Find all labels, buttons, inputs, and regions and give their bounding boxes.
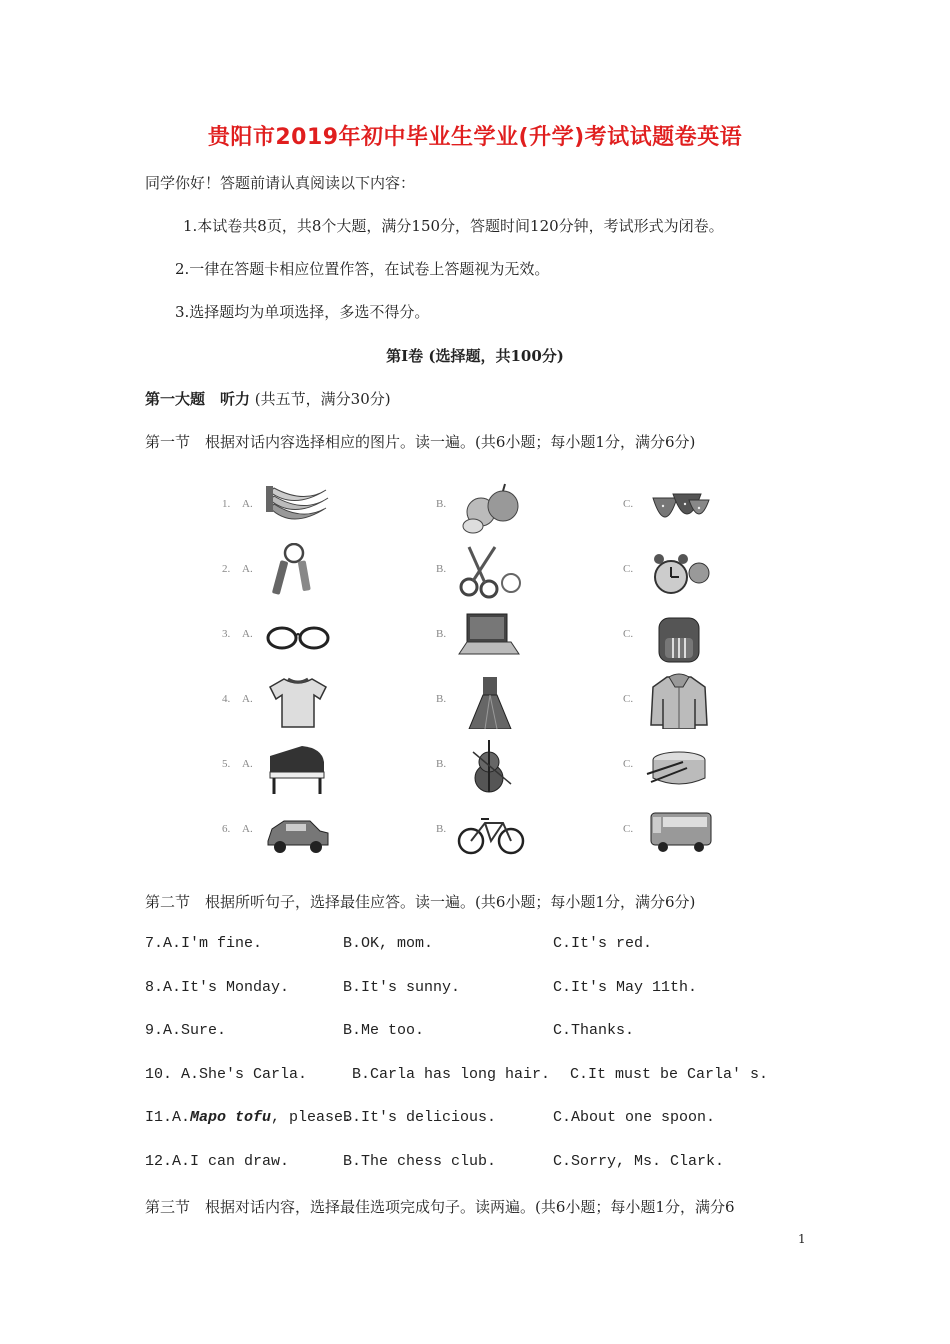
q7-option-b: B.OK, mom.: [343, 935, 434, 952]
q9-option-a: 9.A.Sure.: [145, 1022, 227, 1039]
section1-instruction: 第一节 根据对话内容选择相应的图片。读一遍。(共6小题；每小题1分，满分6分): [145, 433, 696, 451]
bananas-icon: [262, 478, 334, 534]
instruction-2: 2.一律在答题卡相应位置作答，在试卷上答题视为无效。: [175, 260, 550, 278]
picture-option-label: C.: [623, 628, 634, 640]
picture-option-label: A.: [242, 563, 253, 575]
picture-question-number: 3.: [222, 628, 231, 640]
picture-option-label: A.: [242, 823, 253, 835]
q10-option-a: 10. A.She's Carla.: [145, 1066, 308, 1083]
picture-option-label: C.: [623, 563, 634, 575]
bicycle-icon: [455, 803, 527, 859]
q12-option-b: B.The chess club.: [343, 1153, 497, 1170]
q12-option-c: C.Sorry, Ms. Clark.: [553, 1153, 725, 1170]
picture-question-number: 2.: [222, 563, 231, 575]
picture-option-label: B.: [436, 628, 447, 640]
picture-option-label: A.: [242, 693, 253, 705]
q10-option-b: B.Carla has long hair.: [352, 1066, 551, 1083]
picture-option-label: A.: [242, 758, 253, 770]
part1-header: [145, 388, 391, 409]
picture-option-label: A.: [242, 498, 253, 510]
picture-question-number: 5.: [222, 758, 231, 770]
picture-option-label: C.: [623, 823, 634, 835]
picture-option-label: C.: [623, 758, 634, 770]
apples-pears-icon: [455, 478, 527, 534]
q8-option-b: B.It's sunny.: [343, 979, 461, 996]
picture-option-label: B.: [436, 823, 447, 835]
q11-option-c: C.About one spoon.: [553, 1109, 716, 1126]
picture-option-label: B.: [436, 563, 447, 575]
q11-option-a-italic: Mapo tofu: [190, 1109, 272, 1126]
car-icon: [262, 803, 334, 859]
greeting: 同学你好！答题前请认真阅读以下内容：: [145, 174, 416, 192]
q7-option-a: 7.A.I'm fine.: [145, 935, 263, 952]
q9-option-b: B.Me too.: [343, 1022, 425, 1039]
picture-question-number: 4.: [222, 693, 231, 705]
part1-heading: 第一大题 听力: [145, 390, 251, 408]
keys-icon: [262, 543, 334, 599]
laptop-icon: [455, 608, 527, 664]
backpack-icon: [643, 608, 715, 664]
scissors-icon: [455, 543, 527, 599]
picture-option-label: B.: [436, 498, 447, 510]
q12-option-a: 12.A.I can draw.: [145, 1153, 290, 1170]
q8-option-a: 8.A.It's Monday.: [145, 979, 290, 996]
volume-title: 第I卷 (选择题，共100分): [386, 347, 564, 365]
bus-icon: [643, 803, 715, 859]
q11-option-a: [145, 1109, 352, 1126]
jacket-icon: [643, 673, 715, 729]
instruction-1: 1.本试卷共8页，共8个大题，满分150分，答题时间120分钟，考试形式为闭卷。: [183, 217, 724, 235]
instruction-3: 3.选择题均为单项选择，多选不得分。: [175, 303, 430, 321]
page-title: 贵阳市2019年初中毕业生学业(升学)考试试题卷英语: [207, 125, 743, 150]
cello-icon: [455, 738, 527, 794]
q10-option-c: C.It must be Carla' s.: [570, 1066, 769, 1083]
dress-icon: [455, 673, 527, 729]
section3-instruction: 第三节 根据对话内容，选择最佳选项完成句子。读两遍。(共6小题；每小题1分，满分6: [145, 1198, 735, 1216]
q9-option-c: C.Thanks.: [553, 1022, 635, 1039]
picture-question-number: 1.: [222, 498, 231, 510]
q7-option-c: C.It's red.: [553, 935, 653, 952]
piano-icon: [262, 738, 334, 794]
picture-option-label: C.: [623, 498, 634, 510]
tshirt-icon: [262, 673, 334, 729]
picture-option-label: C.: [623, 693, 634, 705]
picture-option-label: A.: [242, 628, 253, 640]
glasses-icon: [262, 608, 334, 664]
section2-instruction: 第二节 根据所听句子，选择最佳应答。读一遍。(共6小题；每小题1分，满分6分): [145, 893, 696, 911]
strawberries-icon: [643, 478, 715, 534]
page-number: 1: [798, 1232, 806, 1246]
picture-option-label: B.: [436, 693, 447, 705]
picture-option-label: B.: [436, 758, 447, 770]
q11-option-a-suffix: , please.: [271, 1109, 353, 1126]
drum-icon: [643, 738, 715, 794]
q11-option-b: B.It's delicious.: [343, 1109, 497, 1126]
picture-question-number: 6.: [222, 823, 231, 835]
part1-note: (共五节，满分30分): [254, 390, 391, 408]
q11-option-a-prefix: I1.A.: [145, 1109, 191, 1126]
q8-option-c: C.It's May 11th.: [553, 979, 698, 996]
alarm-clock-icon: [643, 543, 715, 599]
